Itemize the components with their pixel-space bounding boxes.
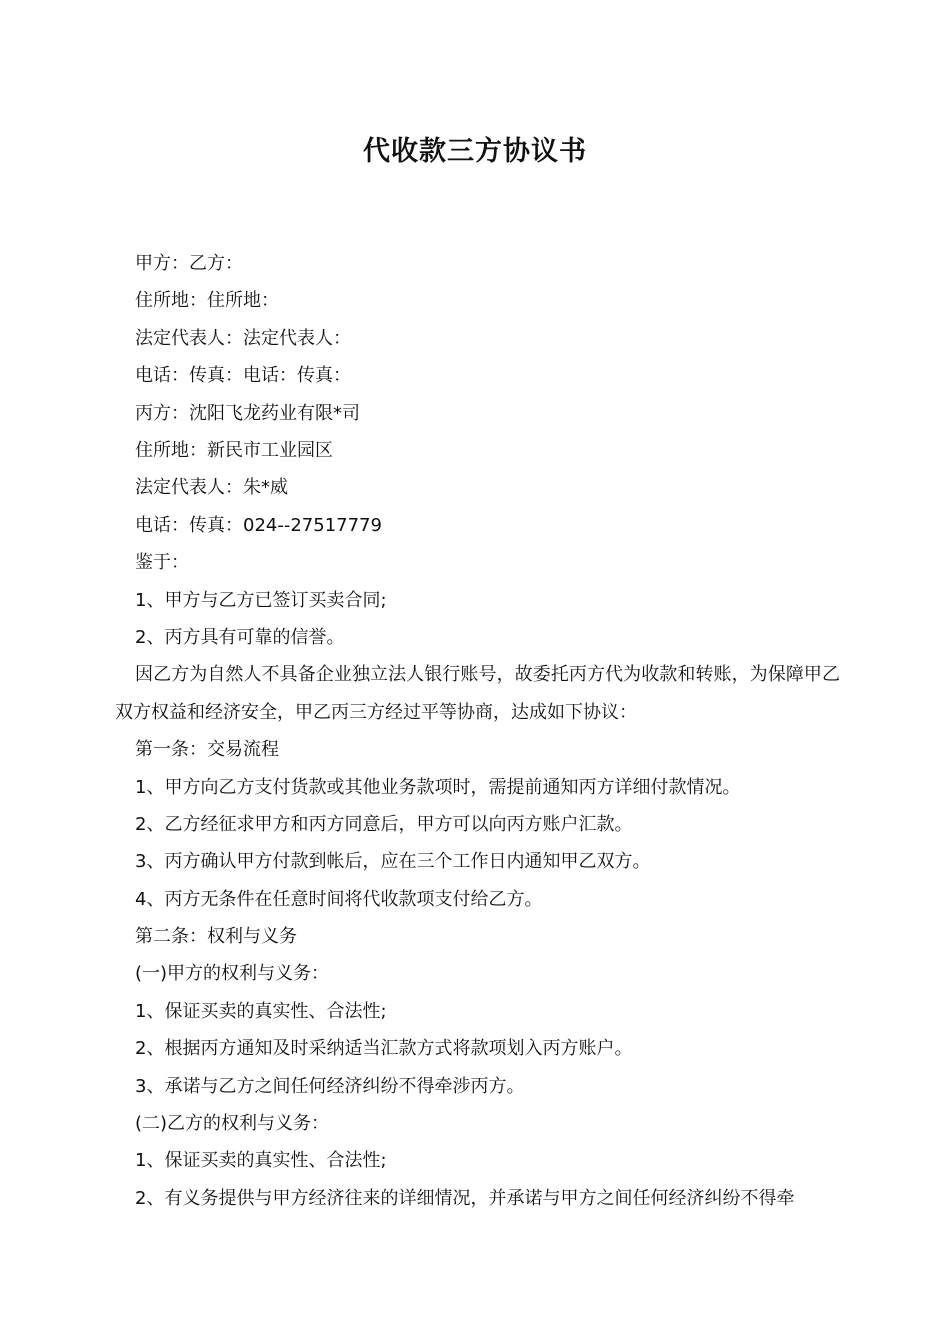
document-title: 代收款三方协议书 xyxy=(363,136,587,167)
legal-rep-line: 法定代表人：法定代表人： xyxy=(135,327,351,349)
party-c-phone-fax-line: 电话：传真：024--27517779 xyxy=(135,514,382,536)
article-heading: 第一条：交易流程 xyxy=(135,739,279,761)
clause-item: 2、根据丙方通知及时采纳适当汇款方式将款项划入丙方账户。 xyxy=(135,1038,633,1060)
clause-item: 2、乙方经征求甲方和丙方同意后，甲方可以向丙方账户汇款。 xyxy=(135,813,633,835)
whereas-heading: 鉴于： xyxy=(135,552,189,574)
clause-item: 3、丙方确认甲方付款到帐后，应在三个工作日内通知甲乙双方。 xyxy=(135,851,651,873)
clause-item: 1、保证买卖的真实性、合法性; xyxy=(135,1150,387,1172)
party-c-legal-rep-line: 法定代表人：朱*威 xyxy=(135,477,288,499)
party-c-line: 丙方：沈阳飞龙药业有限*司 xyxy=(135,402,360,424)
clause-item: 2、有义务提供与甲方经济往来的详细情况，并承诺与甲方之间任何经济纠纷不得牵 xyxy=(135,1187,795,1209)
clause-item: 3、承诺与乙方之间任何经济纠纷不得牵涉丙方。 xyxy=(135,1075,525,1097)
whereas-item: 2、丙方具有可靠的信誉。 xyxy=(135,626,345,648)
party-a-b-line: 甲方：乙方： xyxy=(135,253,243,274)
clause-item: 1、保证买卖的真实性、合法性; xyxy=(135,1000,387,1022)
preamble-paragraph: 因乙方为自然人不具备企业独立法人银行账号，故委托丙方代为收款和转账，为保障甲乙双方权益和经济安全，甲乙丙三方经过平等协商，达成如下协议： xyxy=(115,664,840,723)
article-heading: 第二条：权利与义务 xyxy=(135,926,297,948)
section-heading: (一)甲方的权利与义务： xyxy=(135,963,330,985)
residence-line: 住所地：住所地： xyxy=(135,290,279,312)
section-heading: (二)乙方的权利与义务： xyxy=(135,1113,330,1135)
whereas-item: 1、甲方与乙方已签订买卖合同; xyxy=(135,589,387,611)
clause-item: 1、甲方向乙方支付货款或其他业务款项时，需提前通知丙方详细付款情况。 xyxy=(135,776,741,798)
party-c-residence-line: 住所地：新民市工业园区 xyxy=(135,439,333,461)
document-body xyxy=(115,245,840,1217)
phone-fax-line: 电话：传真：电话：传真： xyxy=(135,365,351,387)
clause-item: 4、丙方无条件在任意时间将代收款项支付给乙方。 xyxy=(135,888,543,910)
